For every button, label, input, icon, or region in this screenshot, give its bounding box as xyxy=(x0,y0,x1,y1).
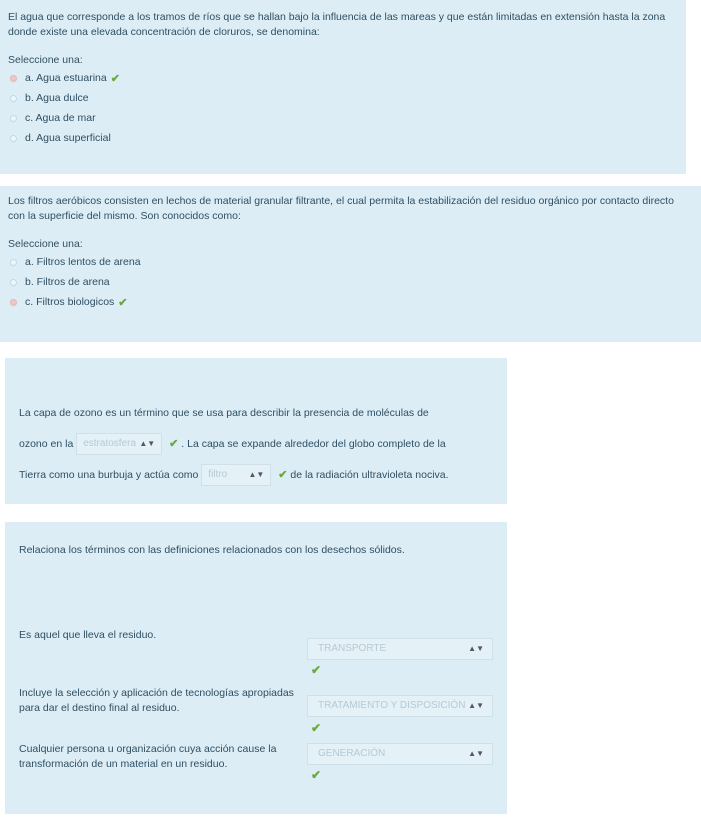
check-icon: ✔ xyxy=(311,721,322,735)
option-label: c. Filtros biologicos xyxy=(25,296,115,308)
option-label: b. Filtros de arena xyxy=(25,276,110,288)
sentence-text: ozono en la xyxy=(19,438,74,450)
select-value: estratosfera xyxy=(83,438,137,450)
sentence-text: La capa de ozono es un término que se usa para describir la presencia de moléculas de xyxy=(19,407,429,419)
definition-text: Incluye la selección y aplicación de tecnologías apropiadas para dar el destino final al residuo. xyxy=(19,687,294,714)
option-label: a. Agua estuarina xyxy=(25,72,107,84)
radio[interactable] xyxy=(10,95,17,102)
updown-arrow-icon: ▲▼ xyxy=(468,749,484,758)
option-label: b. Agua dulce xyxy=(25,92,89,104)
radio[interactable] xyxy=(10,259,17,266)
check-icon: ✔ xyxy=(311,768,322,782)
sentence-line xyxy=(19,429,493,460)
prompt-label: Seleccione una: xyxy=(8,238,83,250)
option-a[interactable] xyxy=(10,252,693,272)
question-card-1 xyxy=(0,0,686,174)
radio-selected[interactable] xyxy=(10,75,17,82)
question-card-3 xyxy=(5,358,507,504)
select-value: TRANSPORTE xyxy=(318,643,387,654)
updown-arrow-icon: ▲▼ xyxy=(139,439,156,449)
option-label: d. Agua superficial xyxy=(25,132,111,144)
radio[interactable] xyxy=(10,115,17,122)
option-b[interactable] xyxy=(10,88,678,108)
answer-select-2[interactable] xyxy=(201,464,271,486)
radio[interactable] xyxy=(10,135,17,142)
sentence-text: Tierra como una burbuja y actúa como xyxy=(19,469,199,481)
check-icon: ✔ xyxy=(118,296,128,309)
question-text: Los filtros aeróbicos consisten en lechos de material granular filtrante, el cual permita la estabilización del residuo orgánico por contacto directo con la superficie del mismo. Son conocidos como: xyxy=(8,195,674,222)
option-c[interactable] xyxy=(10,292,693,312)
select-value: GENERACIÓN xyxy=(318,748,386,759)
select-value: filtro xyxy=(208,469,228,481)
question-text: El agua que corresponde a los tramos de ríos que se hallan bajo la influencia de las mareas y que están limitadas en extensión hasta la zona donde existe una elevada concentración de cloruros, se denomina: xyxy=(8,11,666,38)
sentence-line xyxy=(19,460,493,491)
question-card-2 xyxy=(0,186,701,342)
sentence-text: de la radiación ultravioleta nociva. xyxy=(290,469,449,481)
sentence-line xyxy=(19,398,493,429)
option-b[interactable] xyxy=(10,272,693,292)
match-select-1[interactable] xyxy=(307,638,493,660)
check-icon: ✔ xyxy=(278,469,288,481)
prompt-label: Seleccione una: xyxy=(8,54,83,66)
answer-select-1[interactable] xyxy=(76,433,162,455)
option-c[interactable] xyxy=(10,108,678,128)
option-a[interactable] xyxy=(10,68,678,88)
check-icon: ✔ xyxy=(169,438,179,450)
select-value: TRATAMIENTO Y DISPOSICIÓN xyxy=(318,700,466,711)
option-d[interactable] xyxy=(10,128,678,148)
definition-text: Es aquel que lleva el residuo. xyxy=(19,629,157,641)
check-icon: ✔ xyxy=(311,663,322,677)
question-text: Relaciona los términos con las definiciones relacionados con los desechos sólidos. xyxy=(19,544,405,556)
match-select-3[interactable] xyxy=(307,743,493,765)
updown-arrow-icon: ▲▼ xyxy=(248,470,265,480)
updown-arrow-icon: ▲▼ xyxy=(468,644,484,653)
option-label: a. Filtros lentos de arena xyxy=(25,256,141,268)
updown-arrow-icon: ▲▼ xyxy=(468,701,484,710)
sentence-text: . La capa se expande alrededor del globo completo de la xyxy=(181,438,446,450)
question-card-4 xyxy=(5,522,507,814)
definition-text: Cualquier persona u organización cuya acción cause la transformación de un material en un residuo. xyxy=(19,743,277,770)
radio-selected[interactable] xyxy=(10,299,17,306)
check-icon: ✔ xyxy=(110,72,120,85)
radio[interactable] xyxy=(10,279,17,286)
option-label: c. Agua de mar xyxy=(25,112,96,124)
match-select-2[interactable] xyxy=(307,695,493,717)
